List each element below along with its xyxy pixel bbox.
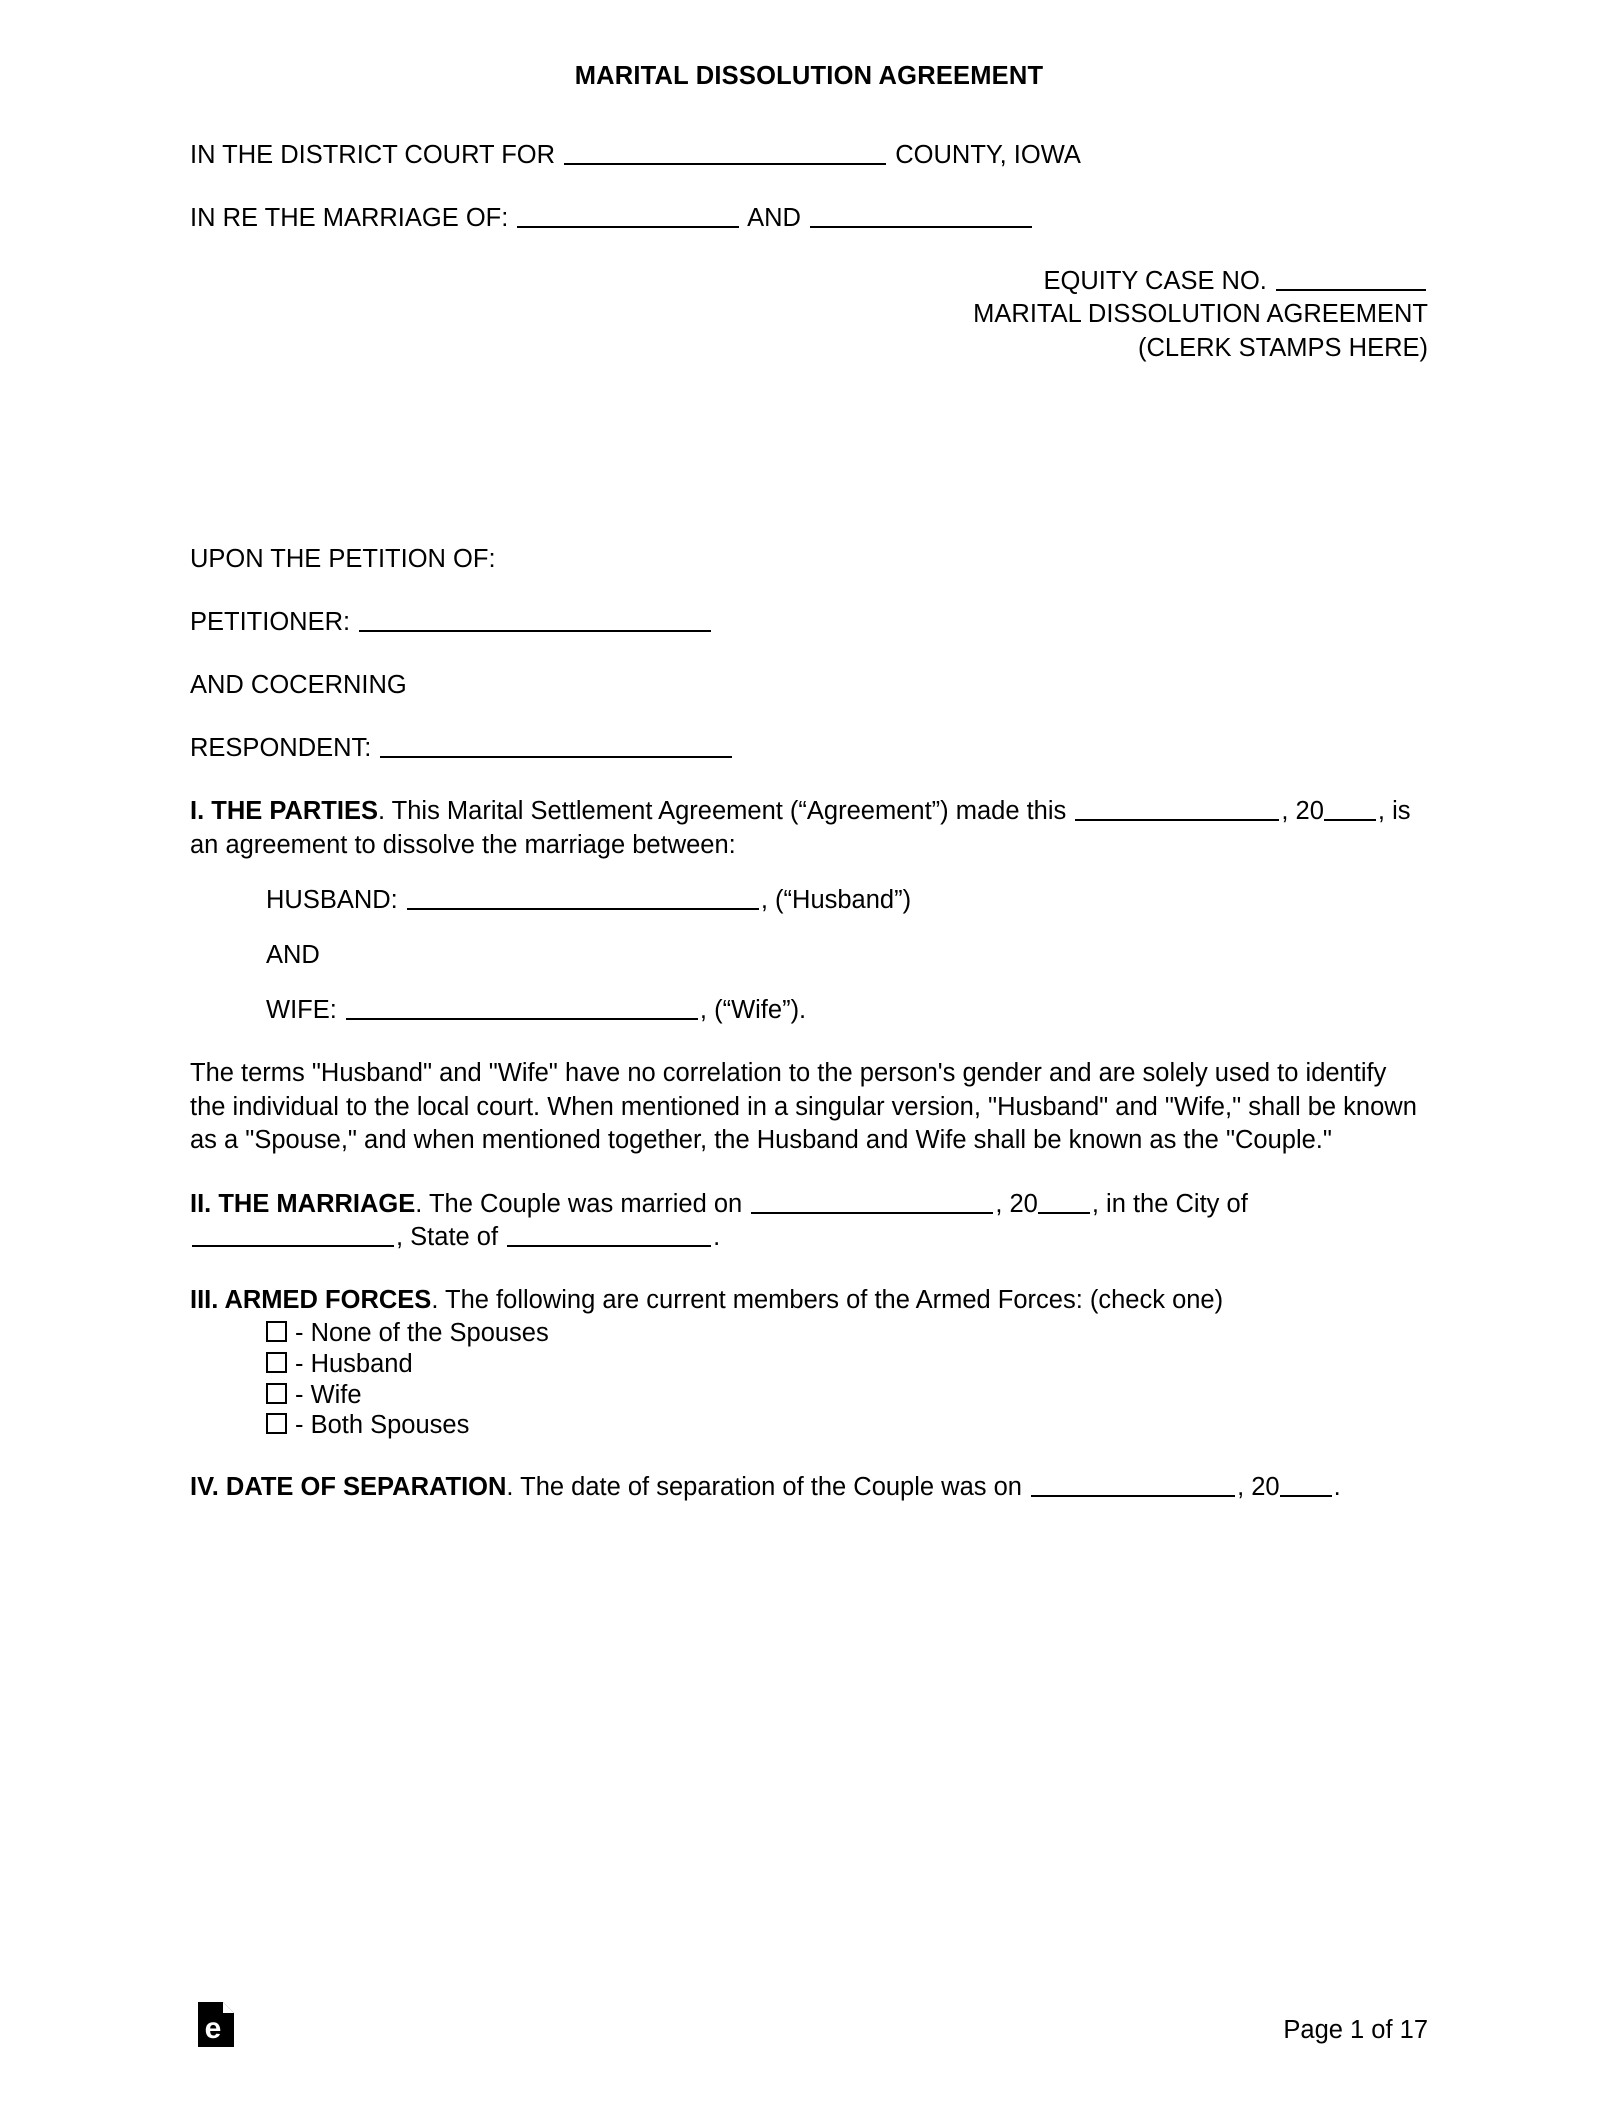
checkbox-label: - Wife xyxy=(295,1380,362,1409)
section-parties xyxy=(190,795,1428,862)
section-separation-heading: IV. DATE OF SEPARATION xyxy=(190,1473,507,1502)
armed-forces-checkbox-list xyxy=(190,1318,1428,1441)
respondent-blank-field[interactable] xyxy=(380,734,732,758)
section-marriage-text-e: , State of xyxy=(396,1223,499,1252)
marriage-year-blank-field[interactable] xyxy=(1038,1189,1090,1213)
checkbox-row-husband[interactable] xyxy=(190,1349,1428,1380)
district-court-prefix-label: IN THE DISTRICT COURT FOR xyxy=(190,141,556,169)
section-marriage-text-a: . The Couple was married on xyxy=(415,1189,743,1218)
section-marriage-heading: II. THE MARRIAGE xyxy=(190,1189,416,1218)
spouse-one-blank-field[interactable] xyxy=(517,204,739,228)
section-marriage-text-d: City of xyxy=(1175,1189,1248,1218)
spacer xyxy=(190,702,1428,732)
clerk-stamps-label: (CLERK STAMPS HERE) xyxy=(1138,333,1428,362)
checkbox-icon[interactable] xyxy=(266,1413,287,1434)
district-court-line xyxy=(190,139,1428,172)
marriage-state-blank-field[interactable] xyxy=(507,1223,711,1247)
spouse-two-blank-field[interactable] xyxy=(810,204,1032,228)
section-parties-heading: I. THE PARTIES xyxy=(190,797,378,826)
equity-case-blank-field[interactable] xyxy=(1276,267,1426,291)
eforms-logo-letter: e xyxy=(204,2012,222,2045)
wife-name-blank-field[interactable] xyxy=(346,996,698,1020)
spacer xyxy=(190,972,1428,994)
section-marriage-text-f: . xyxy=(713,1223,721,1252)
husband-line xyxy=(190,884,1428,917)
checkbox-label: - Both Spouses xyxy=(295,1411,470,1440)
checkbox-row-both-spouses[interactable] xyxy=(190,1410,1428,1441)
wife-line xyxy=(190,994,1428,1027)
page-number-label: Page 1 of 17 xyxy=(1283,2015,1428,2044)
spacer xyxy=(190,235,1428,265)
spacer xyxy=(190,91,1428,139)
page-footer xyxy=(190,1989,1428,2049)
section-date-of-separation xyxy=(190,1471,1428,1504)
respondent-label: RESPONDENT: xyxy=(190,734,372,763)
checkbox-icon[interactable] xyxy=(266,1321,287,1342)
petitioner-line xyxy=(190,606,1428,639)
checkbox-row-wife[interactable] xyxy=(190,1380,1428,1411)
spacer xyxy=(190,172,1428,202)
respondent-line xyxy=(190,732,1428,765)
section-armed-forces-heading: III. ARMED FORCES xyxy=(190,1286,432,1315)
agreement-year-blank-field[interactable] xyxy=(1324,797,1376,821)
section-marriage-text-c: , in the xyxy=(1091,1189,1169,1218)
section-marriage xyxy=(190,1188,1428,1255)
husband-suffix-label: , (“Husband”) xyxy=(760,886,912,915)
checkbox-label: - None of the Spouses xyxy=(295,1318,549,1347)
wife-label: WIFE: xyxy=(266,996,337,1025)
husband-label: HUSBAND: xyxy=(266,886,398,915)
page-title: MARITAL DISSOLUTION AGREEMENT xyxy=(574,62,1044,90)
separation-year-blank-field[interactable] xyxy=(1280,1473,1332,1497)
petitioner-label: PETITIONER: xyxy=(190,607,351,636)
spacer xyxy=(190,639,1428,669)
section-parties-text-c: , is an agreement to dissolve the marriage between: xyxy=(190,797,1411,859)
section-parties-text-b: , 20 xyxy=(1281,797,1324,826)
and-concerning-label: AND COCERNING xyxy=(190,670,407,699)
husband-name-blank-field[interactable] xyxy=(407,886,759,910)
marriage-city-blank-field[interactable] xyxy=(192,1223,394,1247)
checkbox-icon[interactable] xyxy=(266,1352,287,1373)
checkbox-label: - Husband xyxy=(295,1349,413,1378)
equity-case-label: EQUITY CASE NO. xyxy=(1043,267,1267,296)
upon-petition-label: UPON THE PETITION OF: xyxy=(190,544,496,573)
section-separation-text-c: . xyxy=(1333,1473,1341,1502)
spacer xyxy=(190,1027,1428,1057)
county-blank-field[interactable] xyxy=(564,141,886,165)
spacer xyxy=(190,917,1428,939)
agreement-date-blank-field[interactable] xyxy=(1075,797,1279,821)
section-separation-text-b: , 20 xyxy=(1237,1473,1280,1502)
wife-suffix-label: , (“Wife”). xyxy=(699,996,807,1025)
separation-date-blank-field[interactable] xyxy=(1031,1473,1235,1497)
district-court-suffix-label: COUNTY, IOWA xyxy=(895,141,1081,169)
spacer xyxy=(190,1254,1428,1284)
caption-block xyxy=(190,265,1428,364)
checkbox-icon[interactable] xyxy=(266,1383,287,1404)
spacer xyxy=(190,576,1428,606)
in-re-and-label: AND xyxy=(747,204,801,233)
section-armed-forces-text: . The following are current members of the Armed Forces: (check one) xyxy=(431,1286,1224,1315)
equity-case-line xyxy=(190,265,1428,298)
terms-paragraph: The terms "Husband" and "Wife" have no correlation to the person's gender and are solely used to identify the individual to the local court. When mentioned in a singular version, "Husband" and "Wife," shall be known as a "Spouse," and when mentioned together, the Husband and Wife shall be known as the "Couple." xyxy=(190,1059,1417,1155)
spacer xyxy=(190,862,1428,884)
eforms-logo-icon xyxy=(198,2002,234,2047)
marriage-date-blank-field[interactable] xyxy=(751,1189,993,1213)
clerk-stamp-area xyxy=(190,365,1428,543)
checkbox-row-none-of-the-spouses[interactable] xyxy=(190,1318,1428,1349)
spacer xyxy=(190,1441,1428,1471)
section-marriage-text-b: , 20 xyxy=(995,1189,1038,1218)
petitioner-blank-field[interactable] xyxy=(359,607,711,631)
in-re-marriage-label: IN RE THE MARRIAGE OF: xyxy=(190,204,509,233)
parties-and-label: AND xyxy=(266,941,320,970)
spacer xyxy=(190,765,1428,795)
spacer xyxy=(190,1158,1428,1188)
in-re-marriage-line xyxy=(190,202,1428,235)
section-separation-text-a: . The date of separation of the Couple was on xyxy=(506,1473,1022,1502)
caption-agreement-label: MARITAL DISSOLUTION AGREEMENT xyxy=(973,300,1428,329)
section-armed-forces xyxy=(190,1284,1428,1317)
section-parties-text-a: . This Marital Settlement Agreement (“Agreement”) made this xyxy=(377,797,1067,826)
